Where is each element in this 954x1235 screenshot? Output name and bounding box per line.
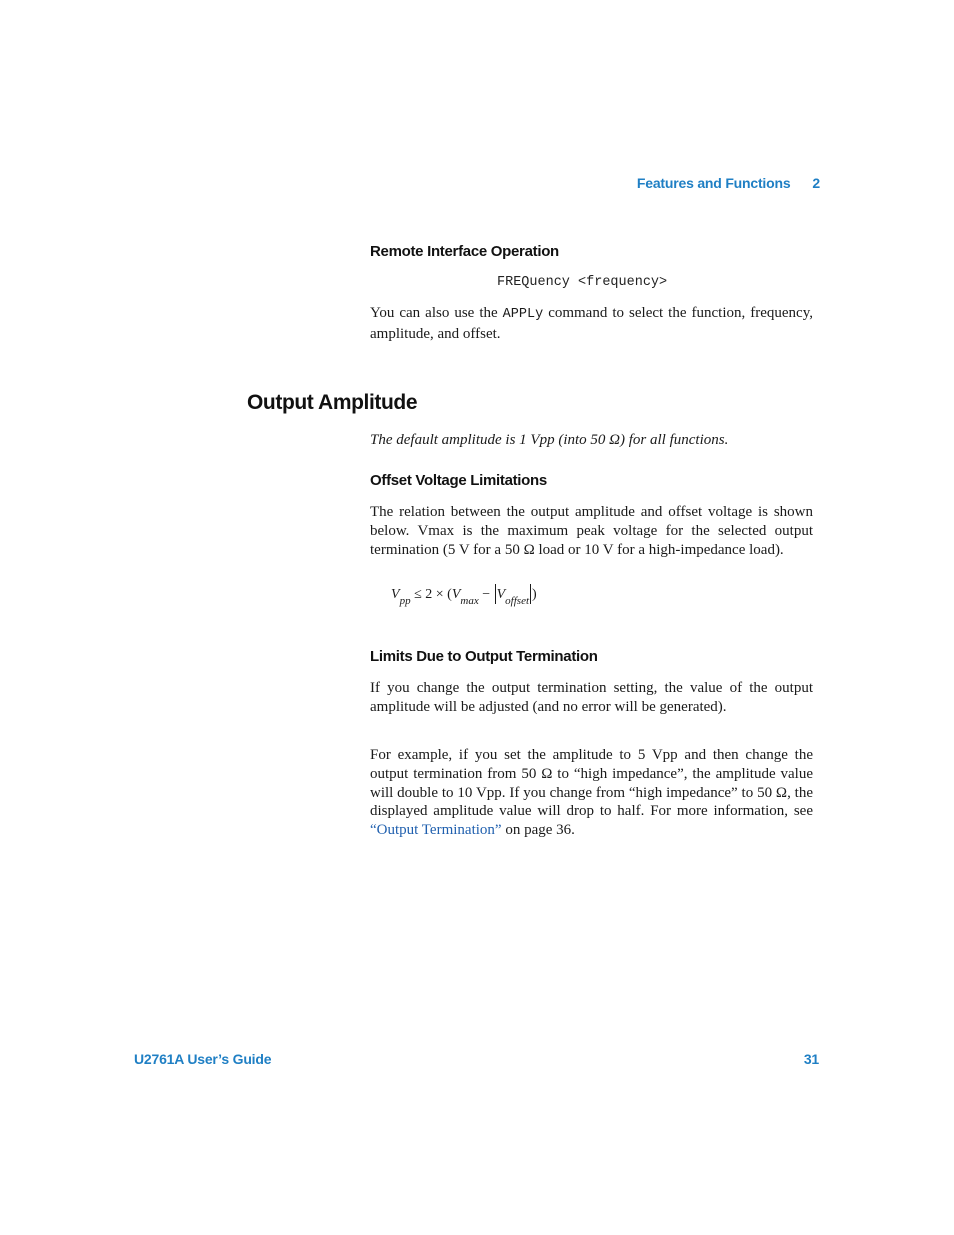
limits-paragraph-2	[370, 746, 813, 840]
offset-voltage-heading: Offset Voltage Limitations	[370, 472, 547, 489]
footer-guide-title: U2761A User’s Guide	[134, 1051, 272, 1067]
remote-text-before: You can also use the	[370, 305, 503, 321]
formula-v3: V	[496, 587, 506, 602]
formula-middle: ≤ 2 × (	[410, 587, 452, 602]
formula-sub-pp: pp	[399, 595, 411, 607]
section-title-output-amplitude: Output Amplitude	[247, 391, 418, 414]
abs-bar-right	[530, 584, 531, 604]
frequency-command: FREQuency <frequency>	[497, 275, 668, 290]
remote-interface-heading: Remote Interface Operation	[370, 243, 559, 260]
running-header-chapter: 2	[812, 175, 820, 191]
vpp-formula	[391, 584, 537, 607]
formula-sub-max: max	[460, 595, 479, 607]
formula-v1: V	[391, 587, 400, 602]
output-termination-link[interactable]: “Output Termination”	[370, 822, 502, 839]
abs-bar-left	[495, 584, 496, 604]
limits-paragraph-2-after: on page 36.	[501, 822, 575, 839]
limits-termination-heading: Limits Due to Output Termination	[370, 648, 598, 665]
apply-command-inline: APPLy	[502, 307, 544, 322]
remote-text-after: command to select the function, frequency, amplitude, and offset.	[370, 305, 813, 342]
limits-paragraph-2-text: For example, if you set the amplitude to 5 Vpp and then change the output termination from 50 Ω to “high impedance”, the amplitude value will double to 10 Vpp. If you change from “high impedance” to 50 Ω, the displayed amplitude value will drop to half. For more information, see	[370, 747, 813, 820]
formula-minus: −	[478, 587, 494, 602]
limits-paragraph-1: If you change the output termination setting, the value of the output amplitude will be adjusted (and no error will be generated).	[370, 680, 813, 715]
formula-sub-offset: offset	[505, 595, 530, 607]
remote-interface-paragraph	[370, 304, 813, 344]
default-amplitude-note: The default amplitude is 1 Vpp (into 50 Ω) for all functions.	[370, 432, 729, 448]
running-header-section: Features and Functions	[636, 175, 791, 191]
running-header	[600, 175, 820, 191]
offset-voltage-paragraph: The relation between the output amplitude and offset voltage is shown below. Vmax is the maximum peak voltage for the selected output termination (5 V for a 50 Ω load or 10 V for a high-impedance load).	[370, 504, 813, 558]
formula-close: )	[532, 587, 537, 602]
footer-page-number: 31	[803, 1051, 819, 1067]
formula-v2: V	[451, 587, 461, 602]
